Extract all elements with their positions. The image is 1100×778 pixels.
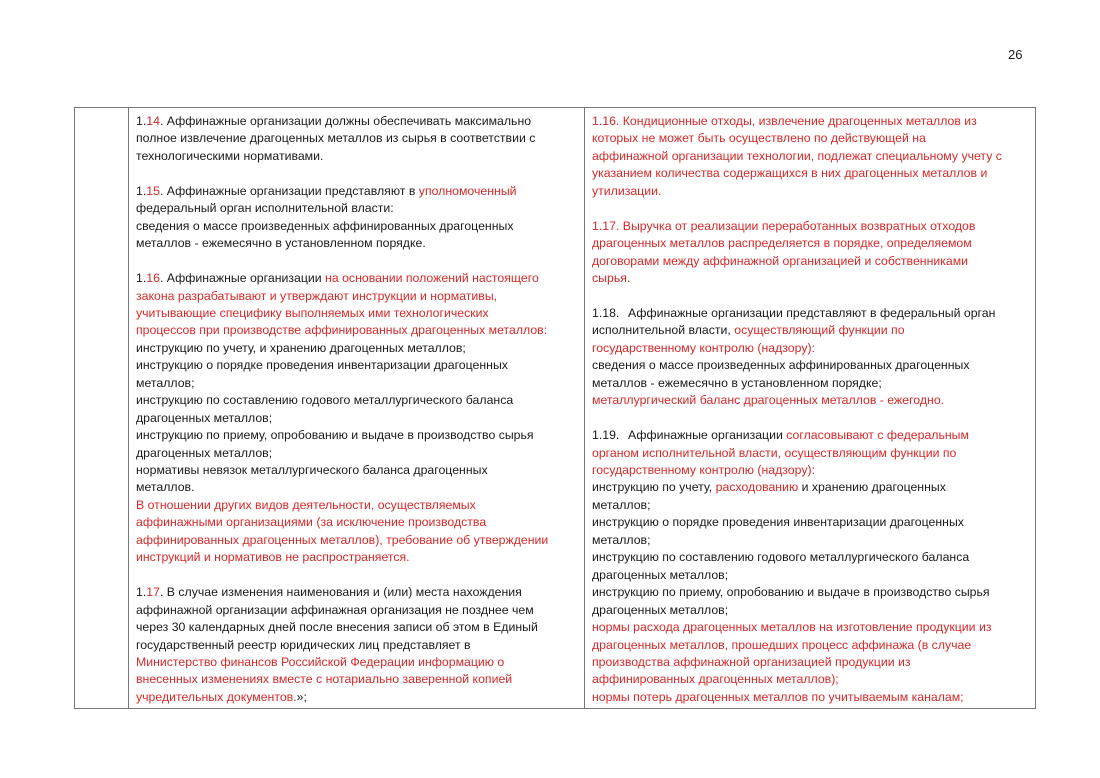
red-text-segment: договорами между аффинажной организацией и собственниками (592, 253, 969, 268)
text-segment: государственный реестр юридических лиц представляет в (136, 637, 471, 652)
red-text-segment: сырья. (592, 271, 631, 286)
red-text-segment: указанием количества содержащихся в них драгоценных металлов и (592, 166, 988, 181)
text-line (136, 427, 578, 444)
text-line (592, 165, 1031, 182)
red-text-segment: согласовывают с федеральным (786, 428, 969, 443)
text-line (136, 445, 578, 462)
text-line (136, 671, 578, 688)
text-line (136, 375, 578, 392)
text-segment: . Аффинажные организации (159, 271, 326, 286)
text-segment: драгоценных металлов; (136, 410, 273, 425)
text-line (592, 270, 1031, 287)
text-line (592, 654, 1031, 671)
text-segment: исполнительной власти, (592, 323, 735, 338)
text-segment: 1. (136, 183, 147, 198)
red-text-segment: которых не может быть осуществлено по действующей на (592, 131, 926, 146)
text-line (592, 375, 1031, 392)
text-segment: сведения о массе произведенных аффинированных драгоценных (592, 358, 970, 373)
red-text-segment: 15 (146, 183, 160, 198)
text-line (136, 392, 578, 409)
paragraph (592, 305, 1031, 410)
text-segment: инструкцию по составлению годового металлургического баланса (136, 393, 514, 408)
table-empty-column (75, 108, 129, 708)
red-text-segment: В отношении других видов деятельности, осуществляемых (136, 497, 476, 512)
red-text-segment: 14 (146, 114, 160, 128)
text-line (592, 392, 1031, 409)
paragraph (136, 270, 578, 567)
red-text-segment: драгоценных металлов распределяется в порядке, определяемом (592, 236, 972, 251)
text-segment: »; (296, 689, 307, 704)
text-line (136, 532, 578, 549)
red-text-segment: процессов при производстве аффинированных драгоценных металлов: (136, 323, 548, 338)
text-line (592, 549, 1031, 566)
text-segment: . В случае изменения наименования и (или) места нахождения (159, 585, 522, 600)
text-line (136, 305, 578, 322)
text-segment: инструкцию по приему, опробованию и выдаче в производство сырья (136, 428, 534, 443)
text-segment: 1.19. (592, 428, 620, 443)
text-line (136, 602, 578, 619)
text-segment: федеральный орган исполнительной власти: (136, 201, 394, 216)
text-line (136, 130, 578, 147)
text-segment: 1.18. (592, 305, 620, 320)
red-text-segment: металлургический баланс драгоценных металлов - ежегодно. (592, 393, 945, 408)
red-text-segment: 1.16. Кондиционные отходы, извлечение драгоценных металлов из (592, 114, 977, 128)
text-line (136, 619, 578, 636)
text-line (592, 584, 1031, 601)
text-line (136, 235, 578, 252)
table-left-column (129, 108, 585, 708)
text-line (136, 340, 578, 357)
text-segment: инструкцию по учету, и хранению драгоценных металлов; (136, 340, 466, 355)
text-segment: 1. (136, 271, 147, 286)
text-segment: аффинажной организации аффинажная организация не позднее чем (136, 602, 534, 617)
red-text-segment: 1.17. Выручка от реализации переработанных возвратных отходов (592, 218, 976, 233)
text-line (592, 130, 1031, 147)
text-line (592, 113, 1031, 130)
red-text-segment: органом исполнительной власти, осуществляющим функции по (592, 445, 957, 460)
text-segment: металлов; (136, 375, 195, 390)
red-text-segment: государственному контролю (надзору): (592, 463, 815, 478)
text-line (592, 671, 1031, 688)
text-segment: металлов - ежемесячно в установленном порядке. (136, 236, 426, 251)
text-line (136, 637, 578, 654)
text-line (136, 218, 578, 235)
text-line (592, 497, 1031, 514)
text-line (592, 235, 1031, 252)
red-text-segment: аффинажной организации технологии, подлежат специальному учету с (592, 148, 1002, 163)
red-text-segment: учредительных документов. (136, 689, 297, 704)
text-line (136, 689, 578, 706)
red-text-segment: нормы расхода драгоценных металлов на изготовление продукции из (592, 620, 992, 635)
text-line (592, 479, 1031, 496)
text-line (592, 619, 1031, 636)
text-line (136, 200, 578, 217)
red-text-segment: производства аффинажной организацией продукции из (592, 655, 911, 669)
text-line (592, 322, 1031, 339)
text-segment: и хранению драгоценных (798, 480, 946, 495)
text-line (136, 322, 578, 339)
text-line (592, 532, 1031, 549)
text-segment: нормативы невязок металлургического баланса драгоценных (136, 463, 488, 478)
text-segment: драгоценных металлов; (592, 567, 729, 582)
text-line (592, 253, 1031, 270)
text-line (136, 514, 578, 531)
text-line (136, 479, 578, 496)
paragraph (592, 113, 1031, 200)
text-line (136, 497, 578, 514)
text-line (136, 410, 578, 427)
red-text-segment: аффинированных драгоценных металлов), требование об утверждении (136, 532, 549, 547)
text-line (592, 445, 1031, 462)
red-text-segment: 17 (146, 585, 160, 600)
text-segment: Аффинажные организации (628, 428, 787, 443)
red-text-segment: уполномоченный (418, 183, 517, 198)
red-text-segment: осуществляющий функции по (734, 323, 905, 338)
red-text-segment: 16 (146, 271, 160, 286)
text-segment: сведения о массе произведенных аффинированных драгоценных (136, 218, 514, 233)
red-text-segment: учитывающие специфику выполняемых ими технологических (136, 305, 489, 320)
text-line (592, 602, 1031, 619)
text-line (136, 549, 578, 566)
text-line (592, 427, 1031, 444)
table-right-column (585, 108, 1035, 708)
paragraph (592, 218, 1031, 288)
text-line (136, 270, 578, 287)
text-line (592, 462, 1031, 479)
text-segment: . Аффинажные организации должны обеспечивать максимально (159, 114, 532, 128)
text-line (592, 637, 1031, 654)
text-segment: инструкцию по составлению годового металлургического баланса (592, 550, 970, 565)
comparison-table (74, 107, 1036, 709)
text-line (592, 148, 1031, 165)
text-line (136, 654, 578, 671)
text-segment: . Аффинажные организации представляют в (159, 183, 419, 198)
text-segment: металлов - ежемесячно в установленном порядке; (592, 375, 882, 390)
text-line (592, 689, 1031, 706)
red-text-segment: расходованию (715, 480, 799, 495)
text-line (592, 514, 1031, 531)
red-text-segment: Министерство финансов Российской Федерации информацию о (136, 655, 505, 669)
text-segment: 1. (136, 585, 147, 600)
text-line (136, 462, 578, 479)
text-line (136, 584, 578, 601)
text-segment: металлов; (592, 532, 651, 547)
text-segment: инструкцию по учету, (592, 480, 716, 495)
text-line (592, 340, 1031, 357)
text-segment: через 30 календарных дней после внесения записи об этом в Единый (136, 620, 538, 635)
red-text-segment: драгоценных металлов, прошедших процесс аффинажа (в случае (592, 637, 972, 652)
paragraph (592, 427, 1031, 706)
text-segment: Аффинажные организации представляют в федеральный орган (628, 305, 996, 320)
text-segment: инструкцию о порядке проведения инвентаризации драгоценных (136, 358, 508, 373)
red-text-segment: на основании положений настоящего (325, 271, 539, 286)
text-segment: драгоценных металлов; (136, 445, 273, 460)
text-line (136, 183, 578, 200)
red-text-segment: аффинажными организациями (за исключение производства (136, 515, 487, 530)
paragraph (136, 584, 578, 706)
red-text-segment: внесенных изменениях вместе с нотариально заверенной копией (136, 672, 513, 687)
text-line (592, 183, 1031, 200)
page-number: 26 (1008, 47, 1023, 62)
text-line (592, 305, 1031, 322)
red-text-segment: инструкций и нормативов не распространяется. (136, 550, 410, 565)
paragraph (136, 113, 578, 165)
red-text-segment: государственному контролю (надзору): (592, 340, 815, 355)
text-segment: полное извлечение драгоценных металлов из сырья в соответствии с (136, 131, 536, 146)
red-text-segment: утилизации. (592, 183, 662, 198)
text-segment: металлов. (136, 480, 195, 495)
text-line (592, 218, 1031, 235)
text-line (592, 357, 1031, 374)
text-line (136, 113, 578, 130)
paragraph (136, 183, 578, 253)
text-segment: драгоценных металлов; (592, 602, 729, 617)
text-line (136, 288, 578, 305)
text-segment: инструкцию по приему, опробованию и выдаче в производство сырья (592, 585, 990, 600)
red-text-segment: аффинированных драгоценных металлов); (592, 672, 839, 687)
text-line (592, 567, 1031, 584)
text-segment: металлов; (592, 497, 651, 512)
red-text-segment: нормы потерь драгоценных металлов по учитываемым каналам; (592, 689, 964, 704)
text-line (136, 148, 578, 165)
red-text-segment: закона разрабатывают и утверждают инструкции и нормативы, (136, 288, 498, 303)
text-segment: инструкцию о порядке проведения инвентаризации драгоценных (592, 515, 964, 530)
text-segment: 1. (136, 114, 147, 128)
text-segment: технологическими нормативами. (136, 148, 324, 163)
text-line (136, 357, 578, 374)
